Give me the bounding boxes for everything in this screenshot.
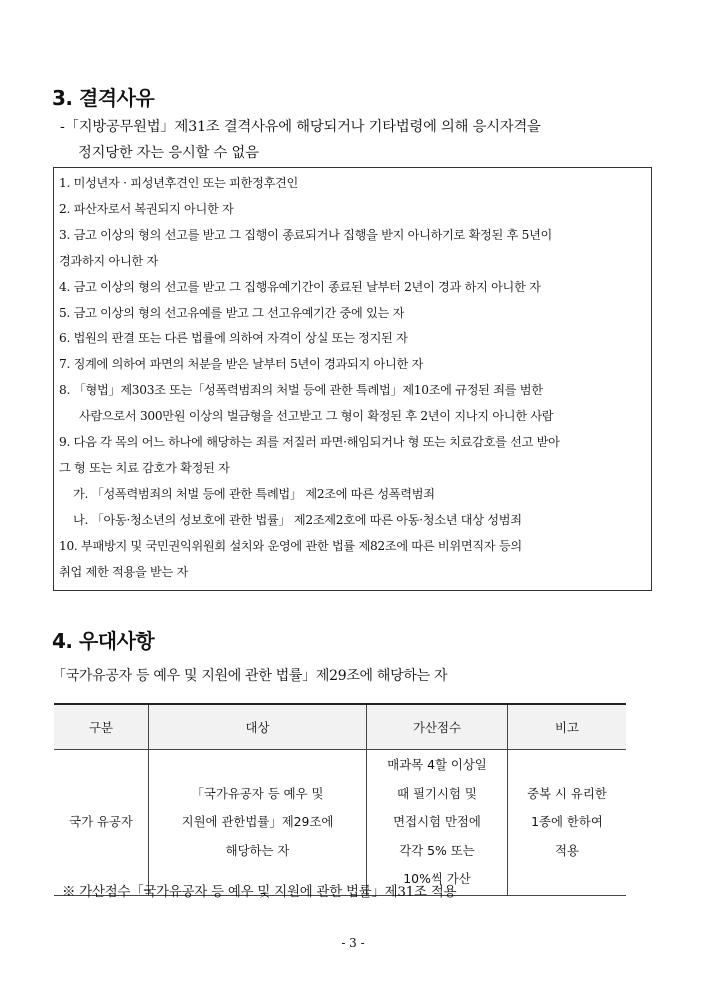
cell-remark — [508, 750, 627, 896]
cell-points — [367, 750, 508, 896]
cell-line: 10%씩 가산 — [403, 871, 471, 887]
list-item: 취업 제한 적용을 받는 자 — [59, 564, 189, 579]
list-item: 사람으로서 300만원 이상의 벌금형을 선고받고 그 형이 확정된 후 2년이 지나지 아니한 사람 — [79, 409, 554, 424]
list-item: 4. 금고 이상의 형의 선고를 받고 그 집행유예기간이 종료된 날부터 2년이 경과 하지 아니한 자 — [59, 279, 541, 294]
preference-table — [54, 703, 626, 896]
cell-line: 때 필기시험 및 — [397, 785, 477, 801]
header-points: 가산점수 — [367, 704, 508, 750]
list-item: 가. 「성폭력범죄의 처벌 등에 관한 특례법」 제2조에 따른 성폭력범죄 — [73, 486, 435, 501]
section-4-title: 4. 우대사항 — [52, 629, 155, 653]
intro-line-2: 정지당한 자는 응시할 수 없음 — [78, 145, 259, 161]
cell-line: 면접시험 만점에 — [393, 814, 481, 830]
cell-line: 지원에 관한법률」제29조에 — [181, 814, 334, 830]
list-item: 3. 금고 이상의 형의 선고를 받고 그 집행이 종료되거나 집행을 받지 아니하기로 확정된 후 5년이 — [59, 227, 553, 242]
intro-line-1: -「지방공무원법」제31조 결격사유에 해당되거나 기타법령에 의해 응시자격을 — [60, 119, 541, 135]
cell-target — [149, 750, 367, 896]
list-item: 7. 징계에 의하여 파면의 처분을 받은 날부터 5년이 경과되지 아니한 자 — [59, 357, 423, 372]
list-item: 1. 미성년자 · 피성년후견인 또는 피한정후견인 — [59, 176, 298, 190]
list-item: 2. 파산자로서 복권되지 아니한 자 — [59, 201, 234, 216]
list-item: 6. 법원의 판결 또는 다른 법률에 의하여 자격이 상실 또는 정지된 자 — [59, 331, 408, 346]
list-item: 그 형 또는 치료 감호가 확정된 자 — [59, 460, 230, 475]
header-target: 대상 — [149, 704, 367, 750]
section-3-intro — [60, 114, 660, 166]
list-item: 경과하지 아니한 자 — [59, 253, 158, 268]
cell-line: 「국가유공자 등 예우 및 — [191, 785, 324, 801]
list-item: 10. 부패방지 및 국민권익위원회 설치와 운영에 관한 법률 제82조에 따른 비위면직자 등의 — [59, 538, 522, 553]
disqualification-box — [53, 167, 652, 591]
list-item: 5. 금고 이상의 형의 선고유예를 받고 그 선고유예기간 중에 있는 자 — [59, 305, 405, 320]
list-item: 나. 「아동·청소년의 성보호에 관한 법률」 제2조제2호에 따른 아동·청소년 대상 성범죄 — [73, 512, 522, 527]
table-header-row — [54, 704, 626, 750]
table-row — [54, 750, 626, 896]
cell-line: 해당하는 자 — [225, 842, 290, 858]
cell-line: 적용 — [555, 842, 579, 858]
points-note: ※ 가산점수「국가유공자 등 예우 및 지원에 관한 법률」제31조 적용 — [62, 885, 457, 900]
cell-category: 국가 유공자 — [54, 750, 149, 896]
page-number: - 3 - — [341, 936, 365, 950]
list-item: 8. 「형법」제303조 또는「성폭력범죄의 처벌 등에 관한 특례법」제10조에 규정된 죄를 범한 — [59, 383, 543, 398]
cell-line: 중복 시 유리한 — [527, 785, 607, 801]
section-4-intro: 「국가유공자 등 예우 및 지원에 관한 법률」제29조에 해당하는 자 — [52, 668, 448, 684]
section-3-title: 3. 결격사유 — [52, 86, 155, 110]
cell-line: 1종에 한하여 — [531, 814, 603, 830]
cell-line: 매과목 4할 이상일 — [387, 757, 487, 772]
header-category: 구분 — [54, 704, 149, 750]
list-item: 9. 다음 각 목의 어느 하나에 해당하는 죄를 저질러 파면·해임되거나 형 또는 치료감호를 선고 받아 — [59, 435, 560, 450]
header-remark: 비고 — [508, 704, 627, 750]
cell-line: 각각 5% 또는 — [399, 842, 475, 858]
